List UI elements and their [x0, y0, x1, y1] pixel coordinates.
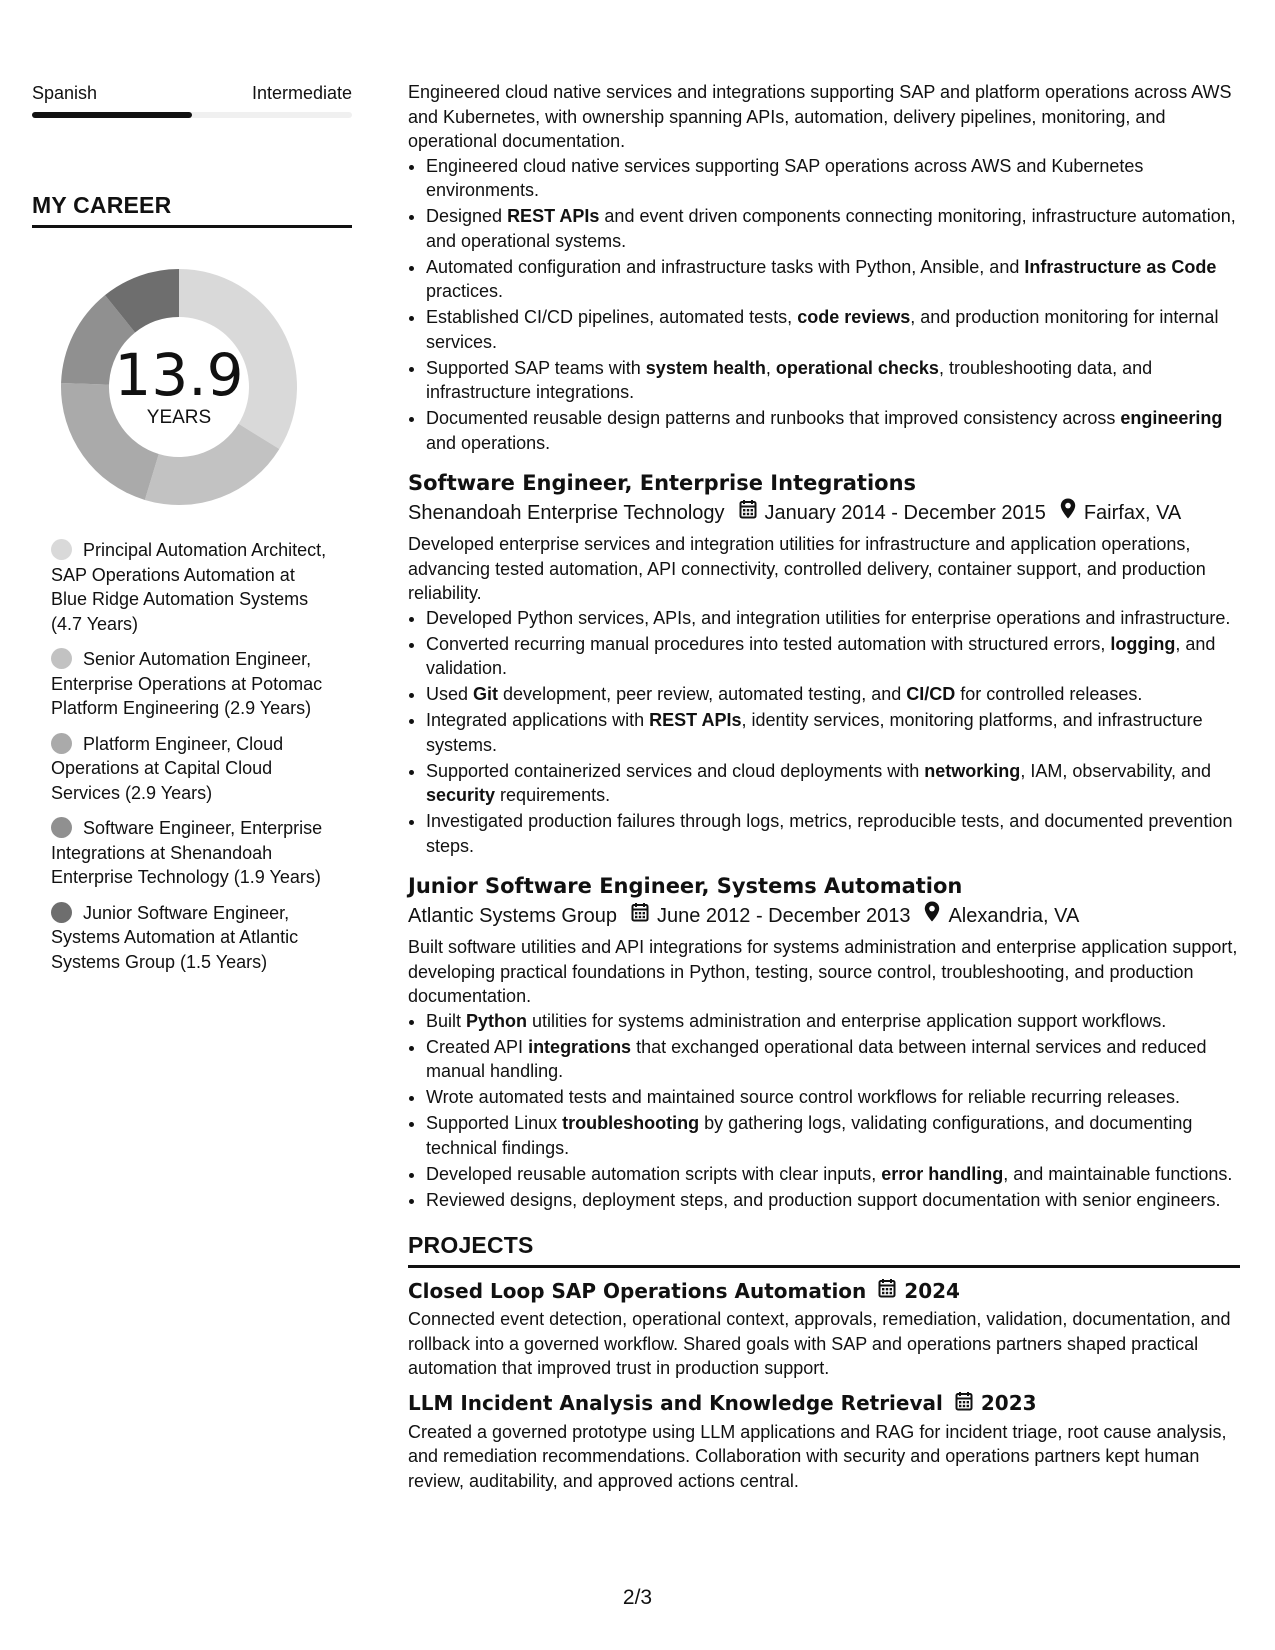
project-year: 2023	[980, 1391, 1037, 1415]
legend-label: Junior Software Engineer, Systems Automation at Atlantic Systems Group (1.5 Years)	[51, 902, 299, 972]
calendar-icon	[878, 1278, 896, 1303]
legend-label: Senior Automation Engineer, Enterprise Operations at Potomac Platform Engineering (2.9 Years)	[51, 649, 323, 718]
job-company: Atlantic Systems Group	[408, 905, 617, 927]
bullet-text: for controlled releases.	[955, 684, 1143, 704]
page-number: 2/3	[622, 1586, 653, 1609]
left-column	[32, 80, 352, 985]
bullet-text: that exchanged operational data between internal services and reduced manual handling.	[426, 1036, 1207, 1081]
bullet-keyword: system health	[645, 357, 766, 378]
bullet-keyword: engineering	[1120, 408, 1223, 428]
project-year: 2024	[904, 1278, 960, 1303]
legend-item	[51, 816, 331, 890]
bullet-text: , and production monitoring for internal services.	[426, 307, 1219, 352]
bullet-text: Developed reusable automation scripts with clear inputs,	[426, 1163, 882, 1184]
bullet-text: and operations.	[426, 432, 551, 453]
bullet-text: and event driven components connecting monitoring, infrastructure automation, and operational systems.	[426, 206, 1236, 251]
bullet-keyword: Git	[473, 684, 499, 704]
bullet-text: Supported Linux	[426, 1113, 563, 1133]
bullet-keyword: operational checks	[775, 357, 939, 378]
bullet-text: Integrated applications with	[426, 710, 650, 730]
bullet-keyword: security	[426, 785, 496, 805]
bullet-keyword: error handling	[881, 1163, 1004, 1184]
job-dates: January 2014 - December 2015	[764, 502, 1046, 524]
bullet-text: , and validation.	[426, 633, 1216, 678]
right-column	[408, 80, 1240, 1493]
project-title: LLM Incident Analysis and Knowledge Retrieval	[408, 1391, 943, 1415]
bullet-item	[426, 632, 1240, 681]
bullet-text: development, peer review, automated testing, and	[498, 684, 907, 704]
legend-swatch	[51, 817, 72, 838]
bullet-text: Designed	[426, 206, 508, 226]
job-bullets	[408, 154, 1240, 456]
bullet-text: ,	[765, 357, 776, 378]
bullet-text: Automated configuration and infrastructure tasks with Python, Ansible, and	[426, 256, 1025, 277]
bullet-item	[426, 1085, 1240, 1110]
legend-label: Software Engineer, Enterprise Integrations at Shenandoah Enterprise Technology (1.9 Years)	[51, 818, 323, 887]
project-list	[408, 1278, 1240, 1493]
job-summary: Developed enterprise services and integration utilities for infrastructure and application operations, advancing tested automation, API connectivity, controlled delivery, container support, and production reliability.	[408, 534, 1206, 603]
map-pin-icon	[1060, 498, 1076, 528]
bullet-text: Supported SAP teams with	[426, 357, 646, 378]
language-level: Intermediate	[251, 83, 352, 103]
career-total-unit: YEARS	[146, 407, 212, 428]
bullet-item	[426, 1035, 1240, 1084]
legend-item	[51, 732, 331, 806]
bullet-text: , IAM, observability, and	[1020, 760, 1212, 781]
career-donut-chart	[54, 262, 304, 512]
bullet-item	[426, 406, 1240, 455]
bullet-keyword: Python	[466, 1010, 528, 1031]
job-dates: June 2012 - December 2013	[656, 905, 911, 927]
legend-label: Platform Engineer, Cloud Operations at Capital Cloud Services (2.9 Years)	[51, 733, 284, 803]
project-description: Connected event detection, operational context, approvals, remediation, validation, documentation, and rollback into a governed workflow. Shared goals with SAP and operations partners shaped practical automation that improved trust in production support.	[408, 1309, 1231, 1378]
career-total-years: 13.9	[114, 341, 244, 409]
bullet-keyword: logging	[1110, 633, 1176, 654]
bullet-text: Established CI/CD pipelines, automated tests,	[426, 307, 798, 327]
bullet-item	[426, 708, 1240, 757]
bullet-item	[426, 204, 1240, 253]
donut-center	[54, 262, 304, 512]
calendar-icon	[739, 498, 757, 528]
bullet-text: , troubleshooting data, and infrastructure integrations.	[426, 357, 1153, 402]
job-entry	[408, 874, 1240, 1212]
bullet-text: Built	[426, 1010, 467, 1031]
job-location: Fairfax, VA	[1083, 502, 1182, 524]
bullet-text: Documented reusable design patterns and runbooks that improved consistency across	[426, 408, 1121, 428]
bullet-keyword: integrations	[528, 1036, 632, 1057]
project-entry	[408, 1278, 1240, 1381]
legend-swatch	[51, 733, 72, 754]
bullet-item	[426, 255, 1240, 304]
bullet-item	[426, 1162, 1240, 1187]
job-meta	[408, 901, 1240, 931]
job-entry	[408, 471, 1240, 858]
bullet-text: Reviewed designs, deployment steps, and production support documentation with senior engineers.	[426, 1189, 1221, 1210]
map-pin-icon	[924, 901, 940, 931]
bullet-item	[426, 682, 1240, 707]
legend-swatch	[51, 539, 72, 560]
project-header	[408, 1391, 1240, 1416]
job-title: Junior Software Engineer, Systems Automation	[408, 874, 963, 898]
bullet-text: Used	[426, 684, 474, 704]
bullet-keyword: code reviews	[797, 307, 911, 327]
bullet-text: requirements.	[495, 785, 611, 805]
job-bullets	[408, 1009, 1240, 1213]
bullet-item	[426, 1111, 1240, 1160]
bullet-text: Wrote automated tests and maintained source control workflows for reliable recurring releases.	[426, 1087, 1181, 1107]
bullet-text: Supported containerized services and cloud deployments with	[426, 760, 925, 781]
legend-item	[51, 538, 331, 636]
bullet-text: , and maintainable functions.	[1003, 1163, 1233, 1184]
bullet-keyword: CI/CD	[906, 684, 956, 704]
bullet-text: Developed Python services, APIs, and integration utilities for enterprise operations and infrastructure.	[426, 607, 1231, 628]
job-list	[408, 471, 1240, 1212]
job-bullets	[408, 606, 1240, 859]
job-summary: Engineered cloud native services and integrations supporting SAP and platform operations across AWS and Kubernetes, with ownership spanning APIs, automation, delivery pipelines, monitoring, and operational documentation.	[408, 82, 1232, 151]
legend-swatch	[51, 648, 72, 669]
bullet-keyword: REST APIs	[507, 206, 600, 226]
bullet-item	[426, 1188, 1240, 1213]
language-proficiency-fill	[32, 112, 192, 118]
bullet-text: by gathering logs, validating configurations, and documenting technical findings.	[426, 1113, 1193, 1158]
bullet-text: Engineered cloud native services supporting SAP operations across AWS and Kubernetes environments.	[426, 155, 1144, 200]
legend-item	[51, 901, 331, 975]
bullet-text: Converted recurring manual procedures into tested automation with structured errors,	[426, 633, 1111, 654]
bullet-keyword: REST APIs	[649, 710, 742, 730]
job-summary: Built software utilities and API integrations for systems administration and enterprise application support, developing practical foundations in Python, testing, source control, troubleshooting, and production documentation.	[408, 937, 1238, 1006]
bullet-item	[426, 356, 1240, 405]
bullet-keyword: Infrastructure as Code	[1024, 256, 1217, 277]
calendar-icon	[955, 1391, 973, 1416]
job-company: Shenandoah Enterprise Technology	[408, 502, 725, 524]
bullet-item	[426, 809, 1240, 858]
bullet-keyword: networking	[924, 760, 1021, 781]
bullet-item	[426, 305, 1240, 354]
bullet-keyword: troubleshooting	[562, 1113, 700, 1133]
career-section-title: MY CAREER	[32, 192, 352, 228]
career-legend	[51, 538, 331, 974]
legend-label: Principal Automation Architect, SAP Operations Automation at Blue Ridge Automation Systems (4.7 Years)	[51, 540, 327, 634]
language-name: Spanish	[32, 83, 98, 103]
bullet-item	[426, 759, 1240, 808]
language-proficiency-bar	[32, 112, 352, 118]
job-title: Software Engineer, Enterprise Integrations	[408, 471, 917, 495]
bullet-item	[426, 154, 1240, 203]
job-meta	[408, 498, 1240, 528]
calendar-icon	[631, 901, 649, 931]
job-location: Alexandria, VA	[948, 905, 1080, 927]
bullet-text: Created API	[426, 1036, 529, 1057]
project-header	[408, 1278, 1240, 1303]
bullet-item	[426, 1009, 1240, 1034]
project-description: Created a governed prototype using LLM applications and RAG for incident triage, root cause analysis, and remediation recommendations. Collaboration with security and operations partners kept human review, auditability, and approved actions central.	[408, 1421, 1227, 1491]
legend-swatch	[51, 902, 72, 923]
project-entry	[408, 1391, 1240, 1494]
bullet-text: , identity services, monitoring platforms, and infrastructure systems.	[426, 710, 1203, 755]
bullet-text: utilities for systems administration and enterprise application support workflows.	[527, 1010, 1167, 1031]
project-title: Closed Loop SAP Operations Automation	[408, 1278, 867, 1303]
legend-item	[51, 647, 331, 721]
language-row	[32, 80, 352, 106]
bullet-text: Investigated production failures through logs, metrics, reproducible tests, and documented prevention steps.	[426, 811, 1233, 856]
bullet-text: practices.	[426, 281, 504, 301]
projects-section-title: PROJECTS	[408, 1232, 1240, 1268]
bullet-item	[426, 606, 1240, 631]
